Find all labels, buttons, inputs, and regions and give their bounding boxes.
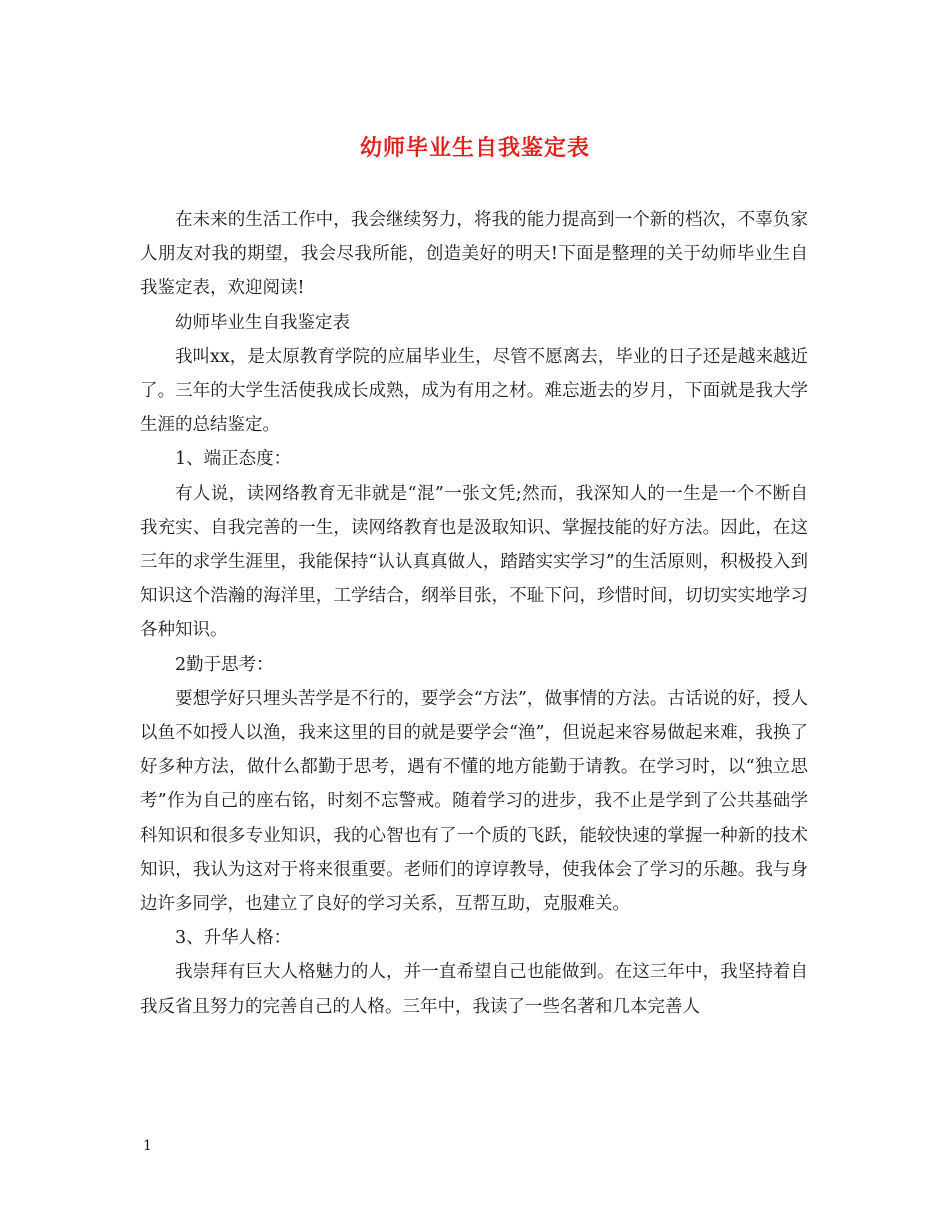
body-paragraph: 我叫xx，是太原教育学院的应届毕业生，尽管不愿离去，毕业的日子还是越来越近了。三年的大学生活使我成长成熟，成为有用之材。难忘逝去的岁月，下面就是我大学生涯的总结鉴定。 xyxy=(140,346,808,436)
page-number: 1 xyxy=(143,1138,152,1154)
body-paragraph: 我崇拜有巨大人格魅力的人，并一直希望自己也能做到。在这三年中，我坚持着自我反省且努力的完善自己的人格。三年中，我读了一些名著和几本完善人 xyxy=(140,962,808,1017)
section-heading: 幼师毕业生自我鉴定表 xyxy=(175,312,350,333)
section-heading: 2勤于思考： xyxy=(175,654,274,675)
body-paragraph: 有人说，读网络教育无非就是“混”一张文凭;然而，我深知人的一生是一个不断自我充实、自我完善的一生，读网络教育也是汲取知识、掌握技能的好方法。因此，在这三年的求学生涯里，我能保持“认认真真做人，踏踏实实学习”的生活原则，积极投入到知识这个浩瀚的海洋里，工学结合，纲举目张，不耻下问，珍惜时间，切切实实地学习各种知识。 xyxy=(140,483,808,641)
section-heading: 3、升华人格： xyxy=(175,928,292,949)
document-body xyxy=(140,203,808,1024)
section-heading: 1、端正态度： xyxy=(175,449,292,470)
intro-paragraph: 在未来的生活工作中，我会继续努力，将我的能力提高到一个新的档次，不辜负家人朋友对我的期望，我会尽我所能，创造美好的明天!下面是整理的关于幼师毕业生自我鉴定表，欢迎阅读! xyxy=(140,210,808,299)
body-paragraph: 要想学好只埋头苦学是不行的，要学会“方法”，做事情的方法。古话说的好，授人以鱼不如授人以渔，我来这里的目的就是要学会“渔”，但说起来容易做起来难，我换了好多种方法，做什么都勤于思考，遇有不懂的地方能勤于请教。在学习时，以“独立思考”作为自己的座右铭，时刻不忘警戒。随着学习的进步，我不止是学到了公共基础学科知识和很多专业知识，我的心智也有了一个质的飞跃，能较快速的掌握一种新的技术知识，我认为这对于将来很重要。老师们的谆谆教导，使我体会了学习的乐趣。我与身边许多同学，也建立了良好的学习关系，互帮互助，克服难关。 xyxy=(140,688,808,915)
document-title: 幼师毕业生自我鉴定表 xyxy=(359,135,590,161)
